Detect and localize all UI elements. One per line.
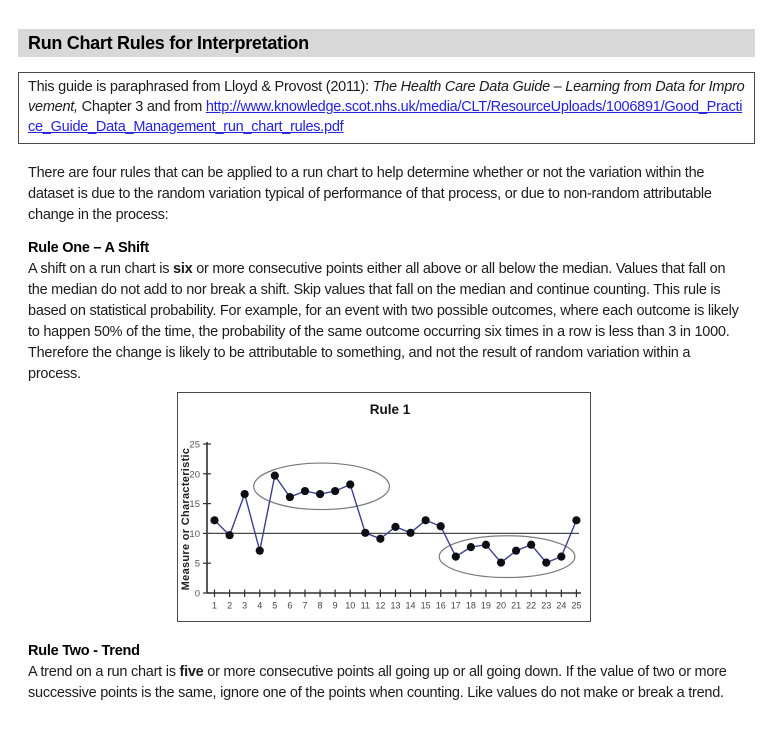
svg-text:13: 13 [389, 600, 400, 611]
intro-paragraph: There are four rules that can be applied to a run chart to help determine whether or not the variation within the dataset is due to the random variation typical of performance of that process, or due to non-random attributable change in the process: [28, 165, 712, 223]
svg-text:5: 5 [271, 600, 277, 611]
rule-one-heading: Rule One – A Shift [28, 240, 149, 256]
page-title-bar [18, 29, 755, 57]
svg-text:1: 1 [211, 600, 217, 611]
svg-text:5: 5 [194, 558, 200, 570]
svg-text:16: 16 [435, 600, 446, 611]
svg-text:6: 6 [286, 600, 292, 611]
svg-text:18: 18 [465, 600, 476, 611]
svg-text:15: 15 [188, 499, 200, 511]
svg-text:23: 23 [540, 600, 551, 611]
svg-text:7: 7 [301, 600, 307, 611]
svg-text:14: 14 [405, 600, 416, 611]
svg-text:19: 19 [480, 600, 491, 611]
svg-text:12: 12 [374, 600, 385, 611]
rule1-chart-figure [177, 392, 591, 622]
svg-text:21: 21 [510, 600, 521, 611]
svg-text:11: 11 [360, 600, 370, 611]
svg-text:25: 25 [188, 439, 200, 451]
rule1-run-chart [178, 393, 590, 621]
rule-two-heading: Rule Two - Trend [28, 643, 140, 659]
svg-text:9: 9 [332, 600, 338, 611]
svg-text:Rule 1: Rule 1 [369, 402, 410, 417]
svg-text:2: 2 [226, 600, 232, 611]
citation-link[interactable]: http://www.knowledge.scot.nhs.uk/media/CLT/ResourceUploads/1006891/Good_Practice_Guide_Data_Management_run_chart_rules.pdf [28, 99, 743, 135]
svg-text:25: 25 [570, 600, 581, 611]
document-body [18, 163, 755, 704]
svg-text:24: 24 [555, 600, 566, 611]
svg-text:22: 22 [525, 600, 536, 611]
svg-text:20: 20 [188, 469, 200, 481]
svg-text:10: 10 [188, 528, 200, 540]
rule-two-paragraph: A trend on a run chart is five or more consecutive points all going up or all going down. If the value of two or more successive points is the same, ignore one of the points when counting. Like values do not make or break a trend. [28, 664, 727, 701]
svg-text:20: 20 [495, 600, 506, 611]
citation-text: This guide is paraphrased from Lloyd & Provost (2011): The Health Care Data Guide – Learning from Data for Improvement, Chapter 3 and from http://www.knowledge.scot.nhs.uk/media/CLT/ResourceUploads/1006891/Good_Practice_Guide_Data_Management_run_chart_rules.pdf [28, 79, 745, 135]
svg-text:15: 15 [420, 600, 431, 611]
svg-text:4: 4 [256, 600, 262, 611]
citation-box [18, 72, 755, 144]
svg-text:17: 17 [450, 600, 461, 611]
svg-text:10: 10 [344, 600, 355, 611]
svg-text:8: 8 [317, 600, 323, 611]
svg-text:Measure or Characteristic: Measure or Characteristic [179, 447, 192, 591]
svg-text:0: 0 [194, 588, 200, 600]
svg-text:3: 3 [241, 600, 247, 611]
rule-one-paragraph: A shift on a run chart is six or more consecutive points either all above or all below the median. Values that fall on the median do not add to nor break a shift. Skip values that fall on the median and continue counting. This rule is based on statistical probability. For example, for an event with two possible outcomes, where each outcome is likely to happen 50% of the time, the probability of the same outcome occurring six times in a row is less than 3 in 1000. Therefore the change is likely to be attributable to something, and not the result of random variation within a process. [28, 261, 739, 382]
page-title: Run Chart Rules for Interpretation [28, 32, 309, 53]
